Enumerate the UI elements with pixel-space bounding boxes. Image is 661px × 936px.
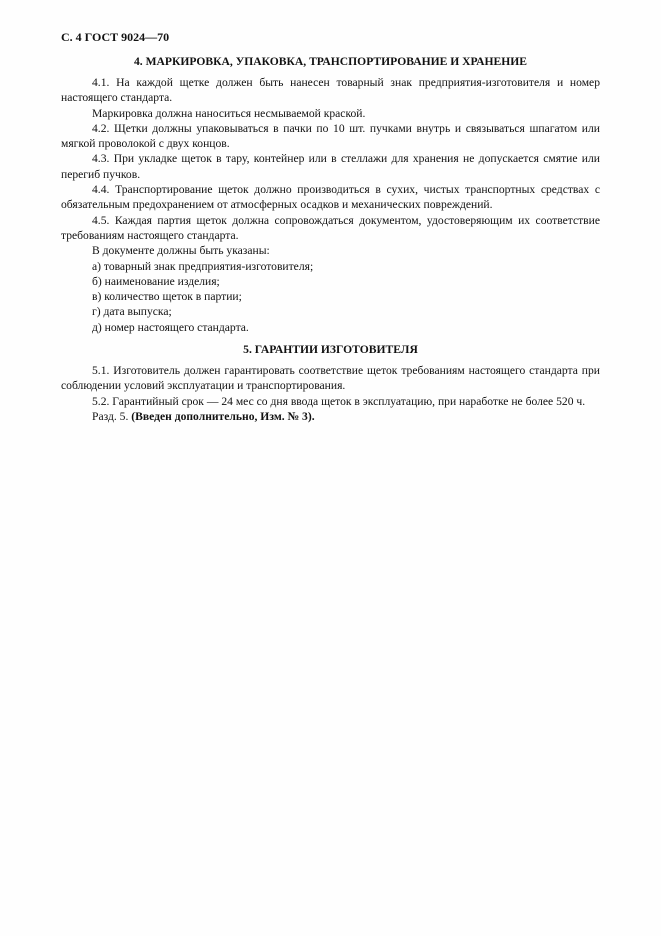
paragraph-4-2: 4.2. Щетки должны упаковываться в пачки по 10 шт. пучками внутрь и связываться шпагатом или мягкой проволокой с двух концов.	[61, 121, 600, 151]
list-item-b: б) наименование изделия;	[92, 274, 220, 288]
amendment-note-prefix: Разд. 5.	[92, 409, 129, 423]
section-4-title: 4. МАРКИРОВКА, УПАКОВКА, ТРАНСПОРТИРОВАНИЕ И ХРАНЕНИЕ	[133, 55, 528, 68]
list-item-d: д) номер настоящего стандарта.	[92, 320, 249, 334]
list-item-v: в) количество щеток в партии;	[92, 290, 242, 304]
paragraph-5-2: 5.2. Гарантийный срок — 24 мес со дня ввода щеток в эксплуатацию, при наработке не более 520 ч.	[92, 394, 586, 408]
list-item-a: а) товарный знак предприятия-изготовителя;	[92, 259, 314, 273]
paragraph-4-5: 4.5. Каждая партия щеток должна сопровождаться документом, удостоверяющим их соответствие требованиям настоящего стандарта.	[61, 213, 600, 242]
paragraph-4-3: 4.3. При укладке щеток в тару, контейнер или в стеллажи для хранения не допускается смятие или перегиб пучков.	[61, 152, 600, 181]
paragraph-4-4: 4.4. Транспортирование щеток должно производиться в сухих, чистых транспортных средствах с обязательным предохранением от атмосферных осадков и механических повреждений.	[61, 183, 600, 212]
paragraph-document-contents: В документе должны быть указаны:	[92, 244, 270, 258]
page-header: С. 4 ГОСТ 9024—70	[61, 30, 170, 44]
paragraph-5-1: 5.1. Изготовитель должен гарантировать соответствие щеток требованиям настоящего стандарта при соблюдении условий эксплуатации и транспортирования.	[61, 364, 600, 393]
list-item-g: г) дата выпуска;	[92, 305, 172, 319]
paragraph-4-1: 4.1. На каждой щетке должен быть нанесен товарный знак предприятия-изготовителя и номер настоящего стандарта.	[61, 76, 600, 105]
amendment-note	[61, 409, 600, 424]
section-5-title: 5. ГАРАНТИИ ИЗГОТОВИТЕЛЯ	[243, 343, 418, 357]
paragraph-marking: Маркировка должна наноситься несмываемой краской.	[92, 106, 366, 120]
amendment-note-bold: (Введен дополнительно, Изм. № 3).	[131, 409, 315, 423]
page-content	[61, 53, 600, 424]
